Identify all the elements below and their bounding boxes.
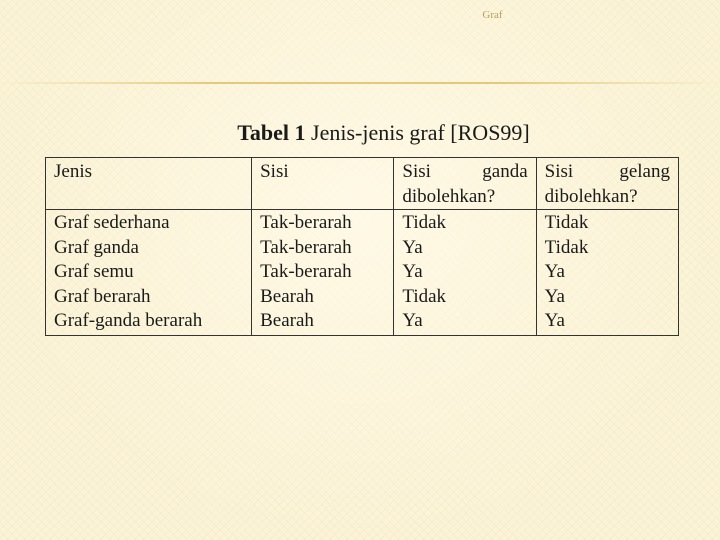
cell-sisi: Tak-berarah: [260, 236, 352, 258]
header-jenis: Jenis: [46, 158, 252, 210]
cell-ganda: Ya: [402, 236, 423, 258]
cell-gelang: Ya: [544, 310, 565, 331]
cell-ganda: Tidak: [402, 285, 447, 307]
cell-sisi: Bearah: [260, 285, 314, 307]
column-jenis: [46, 210, 252, 336]
caption-text: Jenis-jenis graf [ROS99]: [311, 120, 530, 145]
caption-label: Tabel 1: [237, 120, 306, 145]
cell-jenis: Graf semu: [54, 261, 134, 282]
column-sisi-gelang: [536, 210, 678, 336]
graph-types-table: [45, 157, 679, 336]
header-ganda-line2: dibolehkan?: [402, 185, 496, 207]
table-header-row: [46, 158, 679, 210]
cell-gelang: Ya: [544, 261, 565, 282]
header-sisi-ganda: [394, 158, 536, 210]
header-gelang-word2: gelang: [619, 161, 670, 182]
cell-ganda: Ya: [402, 261, 423, 282]
cell-gelang: Tidak: [544, 212, 589, 233]
header-sisi: Sisi: [252, 158, 394, 210]
cell-sisi: Tak-berarah: [260, 212, 352, 233]
cell-sisi: Tak-berarah: [260, 261, 352, 282]
cell-gelang: Tidak: [544, 236, 589, 258]
table-body-row: [46, 210, 679, 336]
table-caption: [0, 120, 720, 146]
cell-ganda: Ya: [402, 310, 423, 331]
slide-title: Graf: [482, 9, 503, 21]
cell-sisi: Bearah: [260, 310, 314, 331]
cell-gelang: Ya: [544, 285, 565, 307]
column-sisi: [252, 210, 394, 336]
cell-jenis: Graf sederhana: [54, 212, 170, 233]
header-ganda-word1: Sisi: [402, 161, 431, 182]
column-sisi-ganda: [394, 210, 536, 336]
header-gelang-word1: Sisi: [544, 161, 574, 182]
title-divider: [0, 82, 720, 84]
cell-jenis: Graf berarah: [54, 285, 151, 307]
cell-ganda: Tidak: [402, 212, 447, 233]
cell-jenis: Graf-ganda berarah: [54, 310, 203, 331]
cell-jenis: Graf ganda: [54, 236, 139, 258]
header-sisi-gelang: [536, 158, 678, 210]
header-gelang-line2: dibolehkan?: [544, 185, 638, 207]
header-ganda-word2: ganda: [482, 161, 528, 182]
